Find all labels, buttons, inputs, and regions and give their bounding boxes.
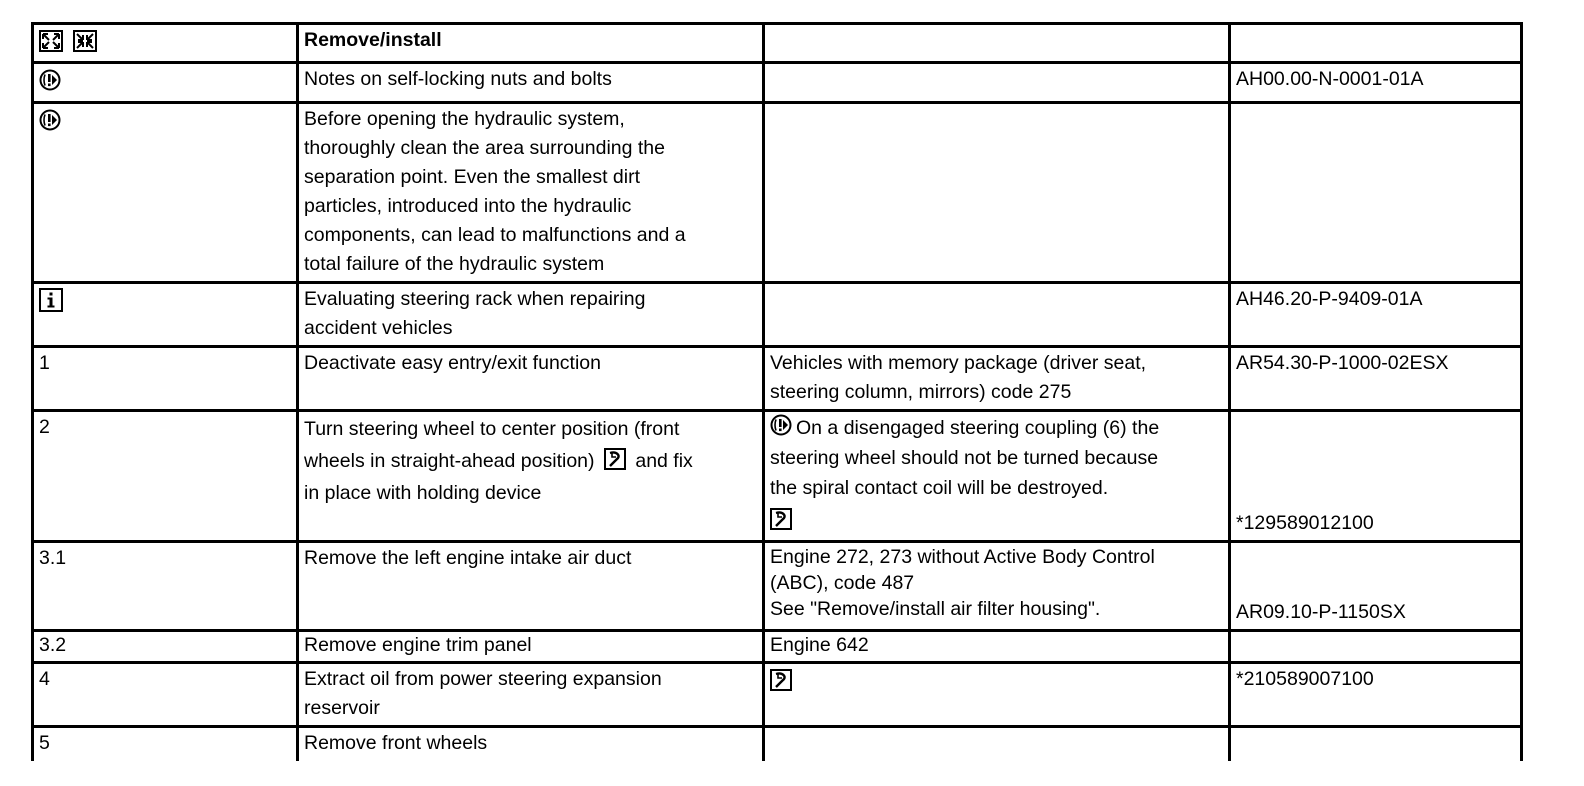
reference-cell xyxy=(1230,631,1522,663)
header-row xyxy=(33,24,1522,63)
reference-cell xyxy=(1230,727,1522,761)
expand-icon[interactable] xyxy=(39,30,63,52)
step-number: 4 xyxy=(33,663,298,727)
warning-note-icon xyxy=(39,109,61,131)
step-number: 3.1 xyxy=(33,542,298,631)
step-text: Deactivate easy entry/exit function xyxy=(298,347,764,411)
step-text: and fix in place with holding device xyxy=(304,450,693,504)
step-text: Before opening the hydraulic system, thoroughly clean the area surrounding the separation point. Even the smallest dirt particles, introduced into the hydraulic components, can lead to malfunctions and a total failure of the hydraulic system xyxy=(298,103,764,283)
reference-link[interactable]: *210589007100 xyxy=(1230,663,1522,727)
reference-link[interactable]: AH00.00-N-0001-01A xyxy=(1230,63,1522,103)
table-row xyxy=(33,542,1522,631)
special-tool-icon[interactable] xyxy=(770,508,792,530)
step-text: Evaluating steering rack when repairing accident vehicles xyxy=(298,283,764,347)
condition-cell xyxy=(764,283,1230,347)
info-icon-cell xyxy=(33,283,298,347)
condition-cell xyxy=(764,63,1230,103)
reference-link[interactable]: *129589012100 xyxy=(1230,411,1522,542)
step-text: Remove front wheels xyxy=(298,727,764,761)
warning-note-icon xyxy=(770,414,792,436)
condition-text: On a disengaged steering coupling (6) the steering wheel should not be turned because the spiral contact coil will be destroyed. xyxy=(770,417,1160,499)
step-text-cell xyxy=(298,411,764,542)
condition-text: Vehicles with memory package (driver seat, steering column, mirrors) code 275 xyxy=(764,347,1230,411)
procedure-table xyxy=(31,22,1523,761)
step-text: Turn steering wheel to center position (front wheels in straight-ahead position) xyxy=(304,418,680,472)
step-text: Extract oil from power steering expansion reservoir xyxy=(298,663,764,727)
step-text: Notes on self-locking nuts and bolts xyxy=(298,63,764,103)
collapse-icon[interactable] xyxy=(73,30,97,52)
table-row xyxy=(33,283,1522,347)
special-tool-icon[interactable] xyxy=(604,448,626,470)
step-text: Remove the left engine intake air duct xyxy=(298,542,764,631)
condition-text: Engine 272, 273 without Active Body Control (ABC), code 487 See "Remove/install air filter housing". xyxy=(764,542,1230,631)
table-row xyxy=(33,347,1522,411)
condition-text: Engine 642 xyxy=(764,631,1230,663)
condition-cell xyxy=(764,727,1230,761)
step-number: 2 xyxy=(33,411,298,542)
header-empty-cell xyxy=(1230,24,1522,63)
reference-cell xyxy=(1230,103,1522,283)
table-row xyxy=(33,63,1522,103)
step-text: Remove engine trim panel xyxy=(298,631,764,663)
condition-cell xyxy=(764,663,1230,727)
note-icon-cell xyxy=(33,63,298,103)
table-row xyxy=(33,663,1522,727)
table-row xyxy=(33,631,1522,663)
note-icon-cell xyxy=(33,103,298,283)
condition-cell xyxy=(764,103,1230,283)
table-row xyxy=(33,103,1522,283)
step-number: 5 xyxy=(33,727,298,761)
step-number: 3.2 xyxy=(33,631,298,663)
warning-note-icon xyxy=(39,69,61,91)
header-empty-cell xyxy=(764,24,1230,63)
condition-cell xyxy=(764,411,1230,542)
table-row xyxy=(33,411,1522,542)
step-number: 1 xyxy=(33,347,298,411)
reference-link[interactable]: AR09.10-P-1150SX xyxy=(1230,542,1522,631)
header-title: Remove/install xyxy=(298,24,764,63)
reference-link[interactable]: AH46.20-P-9409-01A xyxy=(1230,283,1522,347)
info-icon xyxy=(39,288,63,312)
reference-link[interactable]: AR54.30-P-1000-02ESX xyxy=(1230,347,1522,411)
special-tool-icon[interactable] xyxy=(770,669,792,691)
header-icons-cell xyxy=(33,24,298,63)
table-row xyxy=(33,727,1522,761)
